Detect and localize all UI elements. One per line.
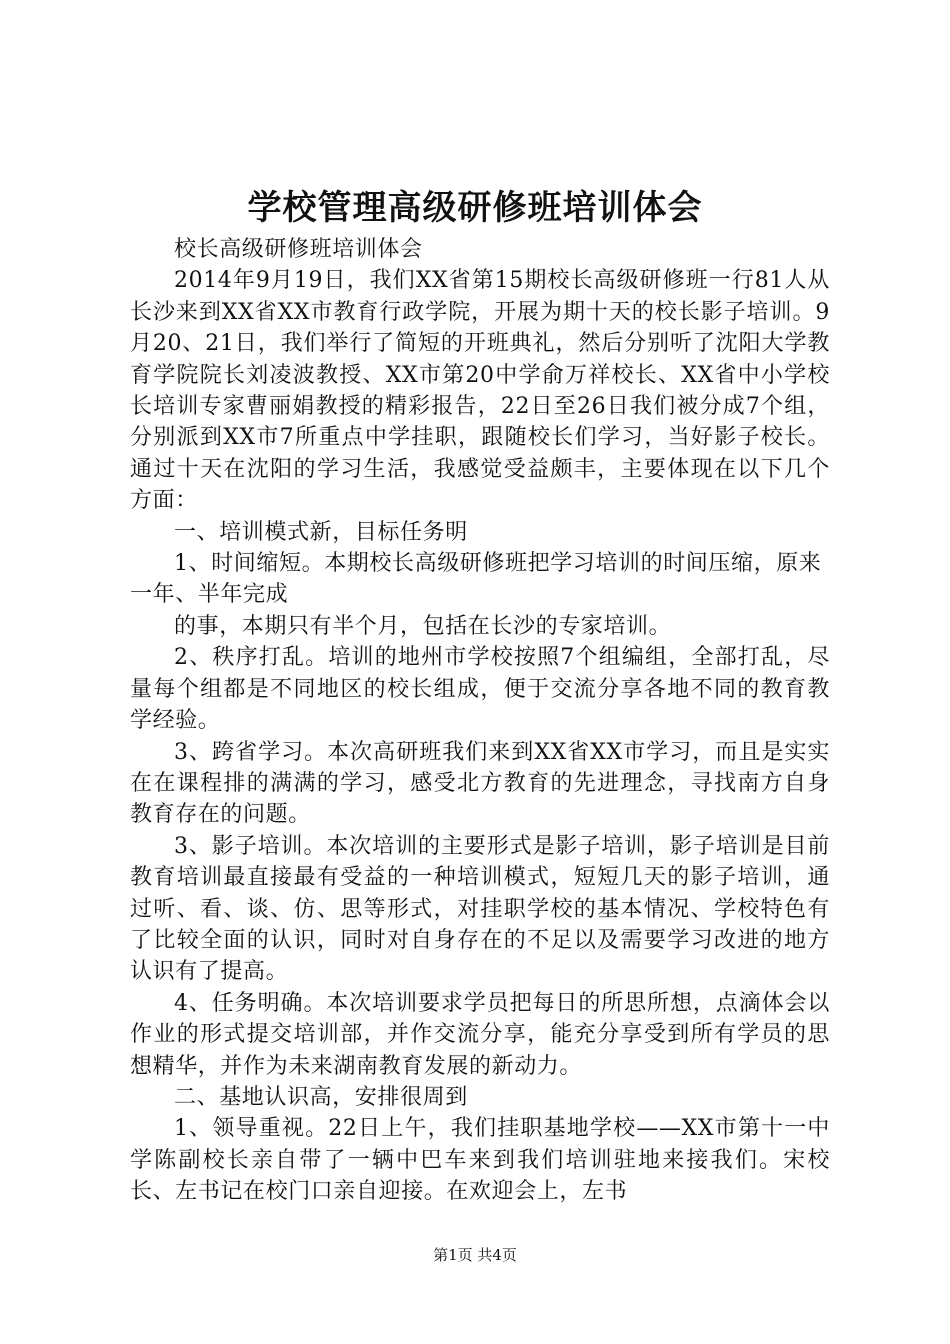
paragraph: 3、跨省学习。本次高研班我们来到XX省XX市学习，而且是实实在在课程排的满满的学习，感受北方教育的先进理念，寻找南方自身教育存在的问题。 — [130, 739, 830, 828]
paragraph: 2014年9月19日，我们XX省第15期校长高级研修班一行81人从长沙来到XX省XX市教育行政学院，开展为期十天的校长影子培训。9月20、21日，我们举行了简短的开班典礼，然后分别听了沈阳大学教育学院院长刘凌波教授、XX市第20中学俞万祥校长、XX省中小学校长培训专家曹丽娟教授的精彩报告，22日至26日我们被分成7个组，分别派到XX市7所重点中学挂职，跟随校长们学习，当好影子校长。通过十天在沈阳的学习生活，我感觉受益颇丰，主要体现在以下几个方面： — [130, 268, 830, 514]
document-title: 学校管理高级研修班培训体会 — [247, 188, 703, 228]
paragraph: 4、任务明确。本次培训要求学员把每日的所思所想，点滴体会以作业的形式提交培训部，并作交流分享，能充分享受到所有学员的思想精华，并作为未来湖南教育发展的新动力。 — [130, 990, 830, 1079]
paragraph: 3、影子培训。本次培训的主要形式是影子培训，影子培训是目前教育培训最直接最有受益的一种培训模式，短短几天的影子培训，通过听、看、谈、仿、思等形式，对挂职学校的基本情况、学校特色有了比较全面的认识，同时对自身存在的不足以及需要学习改进的地方认识有了提高。 — [130, 833, 830, 985]
paragraph: 1、时间缩短。本期校长高级研修班把学习培训的时间压缩，原来一年、半年完成 — [130, 551, 822, 608]
section-heading: 二、基地认识高，安排很周到 — [174, 1084, 468, 1110]
paragraph: 的事，本期只有半个月，包括在长沙的专家培训。 — [174, 613, 672, 639]
paragraph-subtitle: 校长高级研修班培训体会 — [174, 237, 423, 262]
section-heading: 一、培训模式新，目标任务明 — [174, 519, 468, 545]
paragraph: 1、领导重视。22日上午，我们挂职基地学校——XX市第十一中学陈副校长亲自带了一辆中巴车来到我们培训驻地来接我们。宋校长、左书记在校门口亲自迎接。在欢迎会上，左书 — [130, 1116, 830, 1205]
page-number-footer: 第1页 共4页 — [433, 1246, 517, 1264]
document-body — [130, 234, 830, 1208]
paragraph: 2、秩序打乱。培训的地州市学校按照7个组编组，全部打乱，尽量每个组都是不同地区的校长组成，便于交流分享各地不同的教育教学经验。 — [130, 645, 830, 734]
